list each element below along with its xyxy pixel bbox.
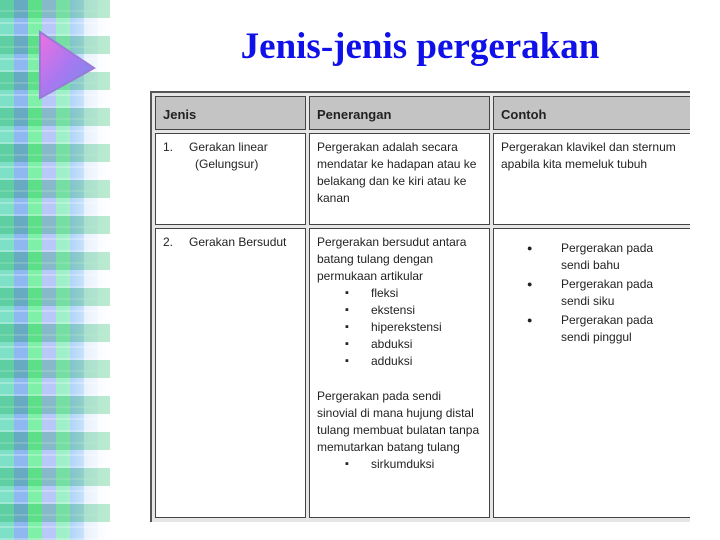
jenis-subname: (Gelungsur) <box>195 157 259 171</box>
header-contoh: Contoh <box>493 96 690 130</box>
list-item: ● Pergerakan pada sendi siku <box>527 276 683 310</box>
jenis-name: Gerakan linear <box>189 140 268 154</box>
play-triangle-icon <box>36 28 96 100</box>
list-item: ▪ fleksi <box>345 285 482 302</box>
penerangan-intro-2: Pergerakan pada sendi sinovial di mana hujung distal tulang membuat bulatan tanpa memutarkan batang tulang <box>317 389 480 454</box>
movement-type-list-2 <box>317 456 482 473</box>
table-header-row <box>155 96 690 130</box>
movement-table-frame <box>150 91 690 522</box>
list-item: ▪ adduksi <box>345 353 482 370</box>
row-number: 2. <box>163 235 174 249</box>
movement-type-list <box>317 285 482 370</box>
list-item: ● Pergerakan pada sendi pinggul <box>527 312 683 346</box>
penerangan-text: Pergerakan adalah secara mendatar ke hadapan atau ke belakang dan ke kiri atau ke kanan <box>317 140 477 205</box>
cell-contoh <box>493 133 690 225</box>
example-list <box>501 240 683 346</box>
cell-jenis <box>155 228 306 518</box>
list-item: ▪ abduksi <box>345 336 482 353</box>
page-title: Jenis-jenis pergerakan <box>240 26 600 67</box>
header-penerangan: Penerangan <box>309 96 490 130</box>
list-item: ▪ sirkumduksi <box>345 456 482 473</box>
cell-jenis <box>155 133 306 225</box>
list-item: ● Pergerakan pada sendi bahu <box>527 240 683 274</box>
cell-penerangan <box>309 133 490 225</box>
cell-penerangan <box>309 228 490 518</box>
cell-contoh <box>493 228 690 518</box>
list-item: ▪ hiperekstensi <box>345 319 482 336</box>
table-row <box>155 228 690 518</box>
list-item: ▪ ekstensi <box>345 302 482 319</box>
header-jenis: Jenis <box>155 96 306 130</box>
table-row <box>155 133 690 225</box>
penerangan-intro: Pergerakan bersudut antara batang tulang dengan permukaan artikular <box>317 235 467 283</box>
contoh-text: Pergerakan klavikel dan sternum apabila kita memeluk tubuh <box>501 140 676 171</box>
jenis-name: Gerakan Bersudut <box>189 235 287 249</box>
row-number: 1. <box>163 140 174 154</box>
movement-table <box>152 93 690 521</box>
